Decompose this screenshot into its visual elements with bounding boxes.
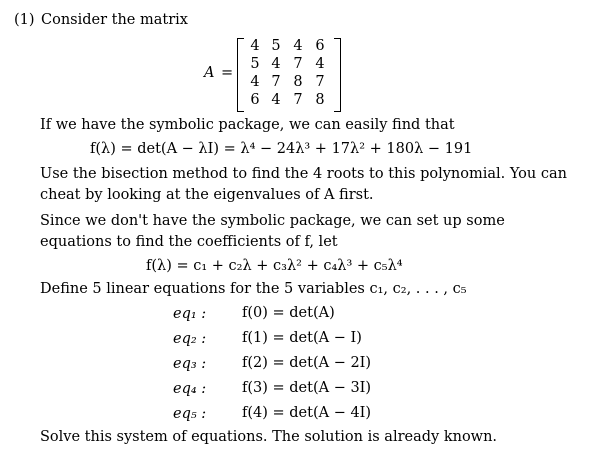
matrix-cell: 4 [250,74,260,90]
equation-label: eq₁ : [173,306,207,322]
char-poly-rhs: λ⁴ − 24λ³ + 17λ² + 180λ − 191 [240,141,473,157]
closing-line: Solve this system of equations. The solution is already known. [40,429,498,445]
matrix-cell: 4 [315,56,325,72]
matrix-left-bracket [237,38,244,112]
equation-label: eq₄ : [173,381,207,397]
matrix-cell: 4 [250,38,260,54]
char-poly-lhs: f(λ) = det(A − λI) = [90,141,236,157]
matrix-cell: 4 [293,38,303,54]
matrix-cell: 5 [250,56,260,72]
matrix-cell: 6 [315,38,325,54]
equation-label: eq₂ : [173,331,207,347]
matrix-a [237,38,341,111]
matrix-equals: = [221,65,234,81]
problem-number: (1) [14,12,35,28]
equation-rhs: f(0) = det(A) [242,305,335,321]
symbolic-line: If we have the symbolic package, we can easily find that [40,117,455,133]
equation-label: eq₃ : [173,356,207,372]
matrix-cell: 5 [271,38,281,54]
matrix-cell: 6 [250,92,260,108]
equation-rhs: f(4) = det(A − 4I) [242,405,372,421]
equation-rhs: f(2) = det(A − 2I) [242,355,372,371]
equation-rhs: f(1) = det(A − I) [242,330,362,346]
matrix-cell: 4 [271,56,281,72]
matrix-cell: 7 [293,92,303,108]
matrix-name: A [204,65,215,81]
setup-paragraph: Since we don't have the symbolic package, we can set up some equations to find the coefficients of f, let [40,213,505,250]
matrix-cell: 8 [315,92,325,108]
matrix-cell: 7 [315,74,325,90]
matrix-right-bracket [334,38,341,112]
problem-heading: Consider the matrix [41,12,188,28]
matrix-cell: 7 [271,74,281,90]
polynomial-form: f(λ) = c₁ + c₂λ + c₃λ² + c₄λ³ + c₅λ⁴ [146,258,403,274]
define-line: Define 5 linear equations for the 5 variables c₁, c₂, . . . , c₅ [40,281,467,297]
equation-rhs: f(3) = det(A − 3I) [242,380,372,396]
char-poly-equation [90,141,472,157]
matrix-cell: 4 [271,92,281,108]
equation-label: eq₅ : [173,406,207,422]
matrix-cell: 8 [293,74,303,90]
matrix-cell: 7 [293,56,303,72]
bisection-paragraph: Use the bisection method to find the 4 roots to this polynomial. You can cheat by looking at the eigenvalues of A first. [40,166,567,203]
